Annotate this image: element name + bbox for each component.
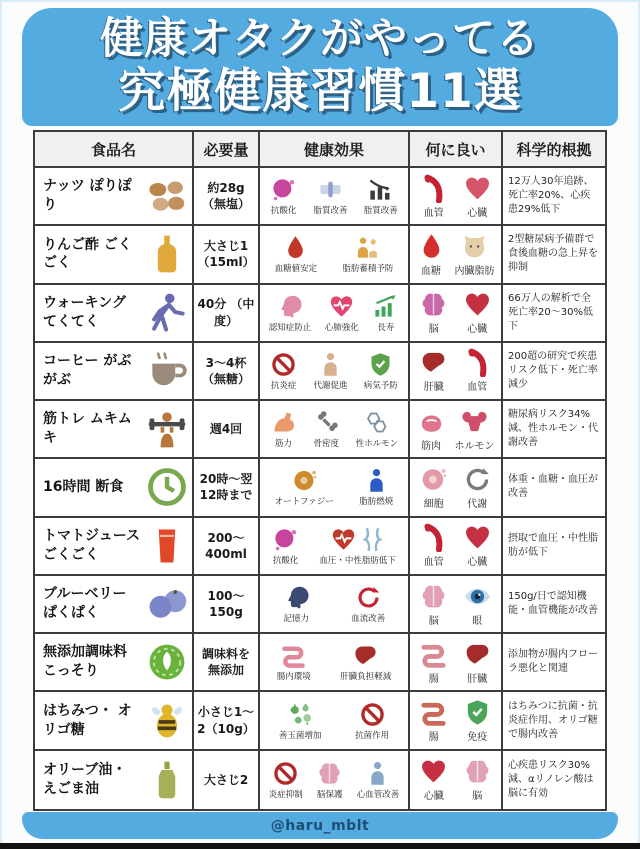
amount-text: 約28g （無塩） xyxy=(201,180,250,212)
metabolism-icon xyxy=(463,465,492,494)
cardiovascular-icon xyxy=(364,760,391,787)
organ-label: 肝臓 xyxy=(467,673,488,685)
evidence-text: はちみつに抗菌・抗炎症作用、オリゴ糖で腸内改善 xyxy=(508,700,598,740)
organ-label: 血管 xyxy=(467,382,488,394)
effect-label: 心血管改善 xyxy=(356,789,400,800)
cardio-strength-icon xyxy=(328,293,355,320)
effects-cell xyxy=(260,343,410,399)
food-cell xyxy=(35,226,194,282)
table-row xyxy=(35,226,605,284)
inflammation-suppression-icon xyxy=(272,760,299,787)
vinegar-bottle-icon xyxy=(145,232,189,276)
amount-text: 小さじ1〜 2（10g） xyxy=(197,705,255,736)
effect-label: 脂質改善 xyxy=(363,206,398,217)
organs-cell xyxy=(410,459,503,515)
organ-label: 内臓脂肪 xyxy=(454,265,495,277)
organ-item xyxy=(419,465,448,510)
effect-label: 血糖値安定 xyxy=(274,264,318,275)
evidence-text: 200超の研究で疾患リスク低下・死亡率減少 xyxy=(508,350,598,390)
effect-item xyxy=(279,701,322,741)
evidence-text: 体重・血糖・血圧が改善 xyxy=(508,474,598,500)
gut-icon xyxy=(419,640,448,669)
organ-label: ホルモン xyxy=(454,440,495,452)
liver-relief-icon xyxy=(352,642,379,669)
effect-label: 筋力 xyxy=(274,439,292,450)
organs-cell xyxy=(410,285,503,341)
page-title-line2: 究極健康習慣11選 xyxy=(118,63,522,119)
organ-item xyxy=(419,640,448,685)
evidence-text: 心疾患リスク30%減、αリノレン酸は脳に有効 xyxy=(508,759,594,799)
organ-item xyxy=(419,348,448,393)
organs-cell xyxy=(410,692,503,748)
disease-prevention-icon xyxy=(367,351,394,378)
effect-label: 腸内環境 xyxy=(276,672,311,683)
effects-cell xyxy=(260,401,410,457)
habits-table xyxy=(33,130,607,811)
food-name: コーヒー がぶがぶ xyxy=(43,353,132,388)
effects-cell xyxy=(260,692,410,748)
food-name: ナッツ ぽりぽり xyxy=(43,178,132,214)
effect-item xyxy=(283,584,310,624)
effects-cell xyxy=(260,285,410,341)
table-row xyxy=(35,692,605,750)
table-row xyxy=(35,518,605,576)
header-required-amount: 必要量 xyxy=(194,132,260,166)
muscle-strength-icon xyxy=(270,409,297,436)
effects-cell xyxy=(260,576,410,632)
effect-item xyxy=(269,293,312,333)
evidence-text: 添加物が腸内フローラ悪化と関連 xyxy=(508,649,598,675)
organ-label: 血管 xyxy=(423,207,444,219)
food-cell xyxy=(35,168,194,224)
evidence-text: 摂取で血圧・中性脂肪が低下 xyxy=(508,532,598,558)
effect-item xyxy=(313,176,347,216)
amount-cell xyxy=(194,168,260,224)
amount-cell xyxy=(194,751,260,809)
organ-item xyxy=(419,174,448,219)
organ-label: 血管 xyxy=(423,557,444,569)
food-name: はちみつ・ オリゴ糖 xyxy=(43,702,132,738)
table-header-row xyxy=(35,132,605,168)
metabolism-boost-icon xyxy=(317,351,344,378)
longevity-icon xyxy=(372,293,399,320)
organ-label: 心臓 xyxy=(467,557,488,569)
organ-item xyxy=(455,407,495,452)
header-scientific-evidence: 科学的根拠 xyxy=(516,140,592,159)
amount-cell xyxy=(194,343,260,399)
organ-item xyxy=(419,582,448,627)
autophagy-icon xyxy=(291,467,318,494)
brain-icon xyxy=(463,757,492,786)
organ-label: 細胞 xyxy=(423,498,444,510)
fasting-clock-icon xyxy=(145,465,189,509)
cell-icon xyxy=(419,465,448,494)
fat-burning-icon xyxy=(363,467,390,494)
effect-item xyxy=(340,642,391,682)
organ-item xyxy=(463,523,492,568)
organs-cell xyxy=(410,343,503,399)
organ-label: 腸 xyxy=(428,732,439,744)
effect-label: 抗酸化 xyxy=(272,555,299,566)
amount-text: 調味料を 無添加 xyxy=(201,647,250,678)
organs-cell xyxy=(410,401,503,457)
lipid-improvement-icon xyxy=(317,176,344,203)
food-name: 16時間 断食 xyxy=(43,479,124,496)
effect-label: 血圧・中性脂肪低下 xyxy=(319,555,396,566)
evidence-text: 糖尿病リスク34%減、性ホルモン・代謝改善 xyxy=(508,409,598,449)
amount-cell xyxy=(194,692,260,748)
page-title-line1: 健康オタクがやってる xyxy=(100,14,540,65)
organ-item xyxy=(463,174,492,219)
amount-cell xyxy=(194,459,260,515)
table-row xyxy=(35,576,605,634)
gut-icon xyxy=(419,698,448,727)
blueberries-icon xyxy=(145,582,189,626)
antioxidant-icon xyxy=(272,526,299,553)
effect-item xyxy=(364,176,398,216)
effect-label: 性ホルモン xyxy=(355,439,399,450)
coffee-cup-icon xyxy=(145,349,189,393)
effect-item xyxy=(270,351,297,391)
table-row xyxy=(35,459,605,517)
effects-cell xyxy=(260,168,410,224)
effects-cell xyxy=(260,226,410,282)
blood-vessel-icon xyxy=(419,523,448,552)
effect-label: 脂肪燃焼 xyxy=(359,497,394,508)
sex-hormone-icon xyxy=(363,409,390,436)
table-row xyxy=(35,285,605,343)
oil-bottle-icon xyxy=(145,758,189,802)
antioxidant-icon xyxy=(270,176,297,203)
effect-label: 脂肪蓄積予防 xyxy=(342,264,394,275)
organ-item xyxy=(463,290,492,335)
effects-cell xyxy=(260,634,410,690)
food-name: ウォーキング てくてく xyxy=(43,294,127,330)
amount-text: 20時〜翌 12時まで xyxy=(199,472,253,503)
blood-flow-icon xyxy=(355,584,382,611)
food-cell xyxy=(35,459,194,515)
organ-label: 免疫 xyxy=(467,732,488,744)
organ-item xyxy=(455,232,495,277)
header-food-name: 食品名 xyxy=(35,132,194,166)
effect-item xyxy=(357,760,400,800)
anti-inflammation-icon xyxy=(270,351,297,378)
food-cell xyxy=(35,518,194,574)
good-bacteria-icon xyxy=(287,701,314,728)
organ-item xyxy=(419,698,448,743)
blood-vessel-icon xyxy=(419,174,448,203)
effects-cell xyxy=(260,751,410,809)
effect-item xyxy=(351,584,385,624)
effect-label: 代謝促進 xyxy=(313,380,348,391)
effect-item xyxy=(359,467,393,507)
effect-item xyxy=(275,467,334,507)
brain-icon xyxy=(419,582,448,611)
heart-icon xyxy=(463,174,492,203)
food-cell xyxy=(35,401,194,457)
effect-item xyxy=(313,409,340,449)
organ-item xyxy=(419,290,448,335)
blood-vessel-icon xyxy=(463,348,492,377)
food-cell xyxy=(35,634,194,690)
organs-cell xyxy=(410,226,503,282)
effect-item xyxy=(270,409,297,449)
table-row xyxy=(35,401,605,459)
effects-cell xyxy=(260,459,410,515)
amount-text: 週4回 xyxy=(209,422,243,437)
waist-icon xyxy=(359,526,386,553)
author-handle: @haru_mblt xyxy=(270,817,370,834)
effect-label: 肝臓負担軽減 xyxy=(340,672,392,683)
muscle-icon xyxy=(417,407,446,436)
effects-cell xyxy=(260,518,410,574)
evidence-text: 2型糖尿病予備群で食後血糖の急上昇を抑制 xyxy=(508,234,598,274)
organ-label: 心臓 xyxy=(423,791,444,803)
organ-label: 筋肉 xyxy=(421,440,441,452)
evidence-text: 66万人の解析で全死亡率20〜30%低下 xyxy=(508,292,593,332)
organ-item xyxy=(463,582,492,627)
organ-label: 脳 xyxy=(428,324,439,336)
blood-pressure-icon xyxy=(330,526,357,553)
effect-item xyxy=(356,409,399,449)
effect-item xyxy=(372,293,399,333)
amount-cell xyxy=(194,518,260,574)
effect-item xyxy=(319,526,396,566)
table-row xyxy=(35,168,605,226)
food-name: オリーブ油・ えごま油 xyxy=(43,761,127,797)
food-name: 無添加調味料 こっそり xyxy=(43,644,127,680)
organ-item xyxy=(463,640,492,685)
effect-label: 善玉菌増加 xyxy=(278,730,322,741)
nuts-icon xyxy=(145,174,189,218)
weightlifter-icon xyxy=(145,407,189,451)
header-good-for: 何に良い xyxy=(410,132,503,166)
effect-item xyxy=(269,760,303,800)
effect-label: 炎症抑制 xyxy=(268,789,303,800)
bone-density-icon xyxy=(313,409,340,436)
organ-label: 腸 xyxy=(428,673,439,685)
organ-item xyxy=(419,523,448,568)
amount-text: 3〜4杯 （無糖） xyxy=(201,355,250,386)
effect-label: 記憶力 xyxy=(283,614,309,625)
eye-icon xyxy=(463,582,492,611)
effect-label: 抗酸化 xyxy=(270,206,297,217)
amount-text: 100〜 150g xyxy=(207,588,245,620)
effect-label: オートファジー xyxy=(274,497,334,508)
organ-item xyxy=(463,348,492,393)
effect-item xyxy=(325,293,359,333)
blood-sugar-icon xyxy=(417,232,446,261)
gut-environment-icon xyxy=(280,642,307,669)
amount-cell xyxy=(194,226,260,282)
antibacterial-icon xyxy=(359,701,386,728)
organ-label: 血糖 xyxy=(421,265,441,277)
hormone-icon xyxy=(460,407,489,436)
food-cell xyxy=(35,343,194,399)
organ-label: 眼 xyxy=(472,615,483,627)
effect-item xyxy=(316,760,343,800)
amount-text: 200〜 400ml xyxy=(205,530,247,561)
heart-icon xyxy=(463,523,492,552)
immunity-icon xyxy=(463,698,492,727)
organ-item xyxy=(463,757,492,802)
organ-label: 心臓 xyxy=(467,324,488,336)
food-name: りんご酢 ごくごく xyxy=(43,236,132,272)
amount-text: 大さじ1 （15ml） xyxy=(197,239,255,270)
lipid-chart-icon xyxy=(367,176,394,203)
organs-cell xyxy=(410,518,503,574)
organ-label: 肝臓 xyxy=(423,382,444,394)
walking-person-icon xyxy=(145,291,189,335)
evidence-text: 150g/日で認知機能・血管機能が改善 xyxy=(508,591,598,617)
tomato-juice-icon xyxy=(145,524,189,568)
organ-label: 代謝 xyxy=(467,498,488,510)
effect-label: 心肺強化 xyxy=(324,322,359,333)
organ-item xyxy=(463,465,492,510)
header-health-effect: 健康効果 xyxy=(260,132,410,166)
title-banner xyxy=(22,8,618,126)
bottom-black-bar xyxy=(0,843,640,849)
effect-item xyxy=(342,234,393,274)
organs-cell xyxy=(410,168,503,224)
memory-icon xyxy=(283,584,310,611)
effect-label: 病気予防 xyxy=(363,380,398,391)
dementia-prevention-icon xyxy=(276,293,303,320)
liver-icon xyxy=(419,348,448,377)
amount-cell xyxy=(194,576,260,632)
food-cell xyxy=(35,285,194,341)
footer-band xyxy=(22,812,618,839)
food-cell xyxy=(35,751,194,809)
fat-accumulation-prevention-icon xyxy=(354,234,381,261)
amount-text: 大さじ2 xyxy=(203,772,249,787)
organs-cell xyxy=(410,634,503,690)
brain-icon xyxy=(419,290,448,319)
effect-item xyxy=(272,526,299,566)
amount-text: 40分 （中度） xyxy=(197,297,255,328)
brain-protection-icon xyxy=(316,760,343,787)
effect-label: 認知症防止 xyxy=(268,322,312,333)
organ-label: 心臓 xyxy=(467,207,488,219)
organ-item xyxy=(463,698,492,743)
liver-icon xyxy=(463,640,492,669)
amount-cell xyxy=(194,401,260,457)
food-cell xyxy=(35,692,194,748)
visceral-fat-icon xyxy=(460,232,489,261)
blood-sugar-stability-icon xyxy=(282,234,309,261)
table-body xyxy=(35,168,605,809)
food-name: 筋トレ ムキムキ xyxy=(43,411,132,447)
evidence-text: 12万人30年追跡、死亡率20%、心疾患29%低下 xyxy=(508,176,594,216)
effect-item xyxy=(313,351,347,391)
heart-icon xyxy=(463,290,492,319)
effect-item xyxy=(270,176,297,216)
food-name: トマトジュース ごくごく xyxy=(43,527,141,563)
effect-label: 抗菌作用 xyxy=(355,730,390,741)
organ-label: 脳 xyxy=(472,791,483,803)
effect-label: 抗炎症 xyxy=(270,380,297,391)
bee-icon xyxy=(145,699,189,743)
table-row xyxy=(35,751,605,809)
table-row xyxy=(35,634,605,692)
organ-item xyxy=(417,232,446,277)
table-row xyxy=(35,343,605,401)
amount-cell xyxy=(194,285,260,341)
amount-cell xyxy=(194,634,260,690)
organ-label: 脳 xyxy=(428,615,439,627)
additive-free-badge-icon xyxy=(145,640,189,684)
food-name: ブルーベリー ぱくぱく xyxy=(43,586,127,622)
effect-item xyxy=(355,701,389,741)
effect-label: 骨密度 xyxy=(313,439,339,450)
food-cell xyxy=(35,576,194,632)
organs-cell xyxy=(410,751,503,809)
effect-label: 脳保護 xyxy=(316,789,343,800)
heart-icon xyxy=(419,757,448,786)
organs-cell xyxy=(410,576,503,632)
effect-item xyxy=(364,351,398,391)
effect-label: 脂質改善 xyxy=(313,206,348,217)
effect-label: 血流改善 xyxy=(351,614,386,625)
effect-item xyxy=(275,234,318,274)
effect-item xyxy=(277,642,311,682)
organ-item xyxy=(417,407,446,452)
organ-item xyxy=(419,757,448,802)
effect-label: 長寿 xyxy=(377,322,395,333)
